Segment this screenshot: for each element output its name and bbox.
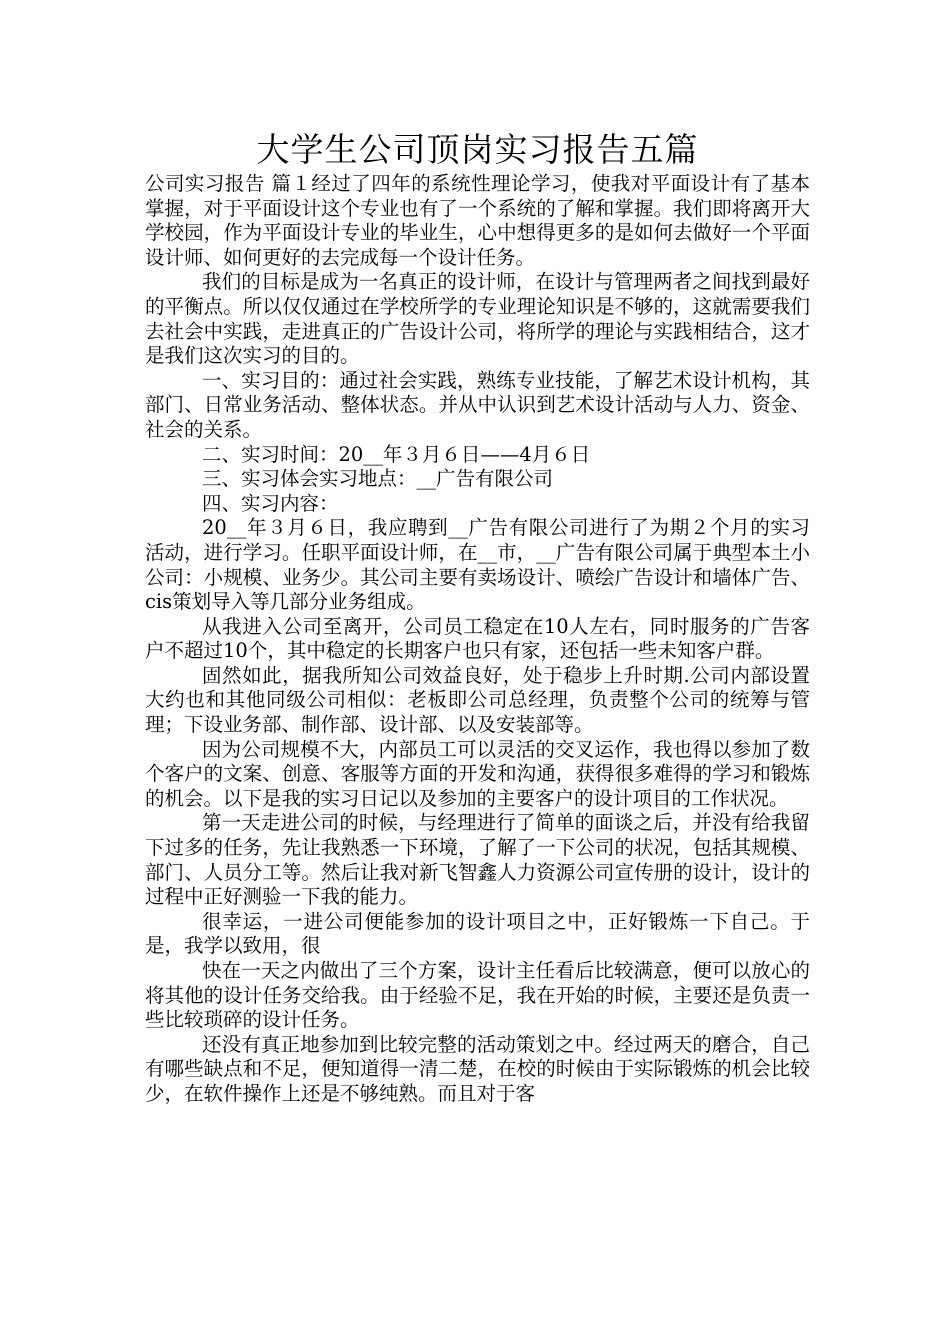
body-paragraph: 四、实习内容： [202, 491, 339, 515]
body-paragraph: 还没有真正地参加到比较完整的活动策划之中。经过两天的磨合，自己有哪些缺点和不足，便知道得一清二楚，在校的时候由于实际锻炼的机会比较少，在软件操作上还是不够纯熟。而且对于客 [145, 1032, 810, 1105]
document-title: 大学生公司顶岗实习报告五篇 [256, 130, 699, 169]
document-page [145, 128, 810, 1107]
body-paragraph: 固然如此，据我所知公司效益良好，处于稳步上升时期.公司内部设置大约也和其他同级公司相似：老板即公司总经理，负责整个公司的统筹与管理；下设业务部、制作部、设计部、以及安装部等。 [145, 663, 810, 737]
body-paragraph: 二、实习时间：20__年３月６日——4月６日 [202, 442, 591, 466]
body-paragraph: 20__年３月６日，我应聘到__广告有限公司进行了为期２个月的实习活动，进行学习。任职平面设计师，在__市，__广告有限公司属于典型本土小公司：小规模、业务少。其公司主要有卖场设计、喷绘广告设计和墙体广告、cis策划导入等几部分业务组成。 [145, 516, 810, 614]
body-paragraph: 三、实习体会实习地点：__广告有限公司 [202, 467, 554, 491]
body-paragraph: 第一天走进公司的时候，与经理进行了简单的面谈之后，并没有给我留下过多的任务，先让我熟悉一下环境，了解了一下公司的状况，包括其规模、部门、人员分工等。然后让我对新飞智鑫人力资源公司宣传册的设计，设计的过程中正好测验一下我的能力。 [145, 811, 810, 909]
body-paragraph: 公司实习报告 篇１经过了四年的系统性理论学习，使我对平面设计有了基本掌握，对于平面设计这个专业也有了一个系统的了解和掌握。我们即将离开大学校园，作为平面设计专业的毕业生，心中想得更多的是如何去做好一个平面设计师、如何更好的去完成每一个设计任务。 [145, 172, 810, 269]
document-body [145, 172, 810, 1107]
body-paragraph: 快在一天之内做出了三个方案，设计主任看后比较满意，便可以放心的将其他的设计任务交给我。由于经验不足，我在开始的时候，主要还是负责一些比较琐碎的设计任务。 [145, 959, 810, 1032]
body-paragraph: 从我进入公司至离开，公司员工稳定在10人左右，同时服务的广告客户不超过10个，其中稳定的长期客户也只有家，还包括一些未知客户群。 [145, 614, 810, 663]
body-paragraph: 一、实习目的：通过社会实践，熟练专业技能，了解艺术设计机构，其部门、日常业务活动、整体状态。并从中认识到艺术设计活动与人力、资金、社会的关系。 [145, 368, 810, 441]
body-paragraph: 很幸运，一进公司便能参加的设计项目之中，正好锻炼一下自己。于是，我学以致用，很 [145, 909, 810, 958]
body-paragraph: 我们的目标是成为一名真正的设计师，在设计与管理两者之间找到最好的平衡点。所以仅仅通过在学校所学的专业理论知识是不够的，这就需要我们去社会中实践，走进真正的广告设计公司，将所学的理论与实践相结合，这才是我们这次实习的目的。 [145, 270, 810, 368]
body-paragraph: 因为公司规模不大，内部员工可以灵活的交叉运作，我也得以参加了数个客户的文案、创意、客服等方面的开发和沟通，获得很多难得的学习和锻炼的机会。以下是我的实习日记以及参加的主要客户的设计项目的工作状况。 [145, 737, 810, 810]
